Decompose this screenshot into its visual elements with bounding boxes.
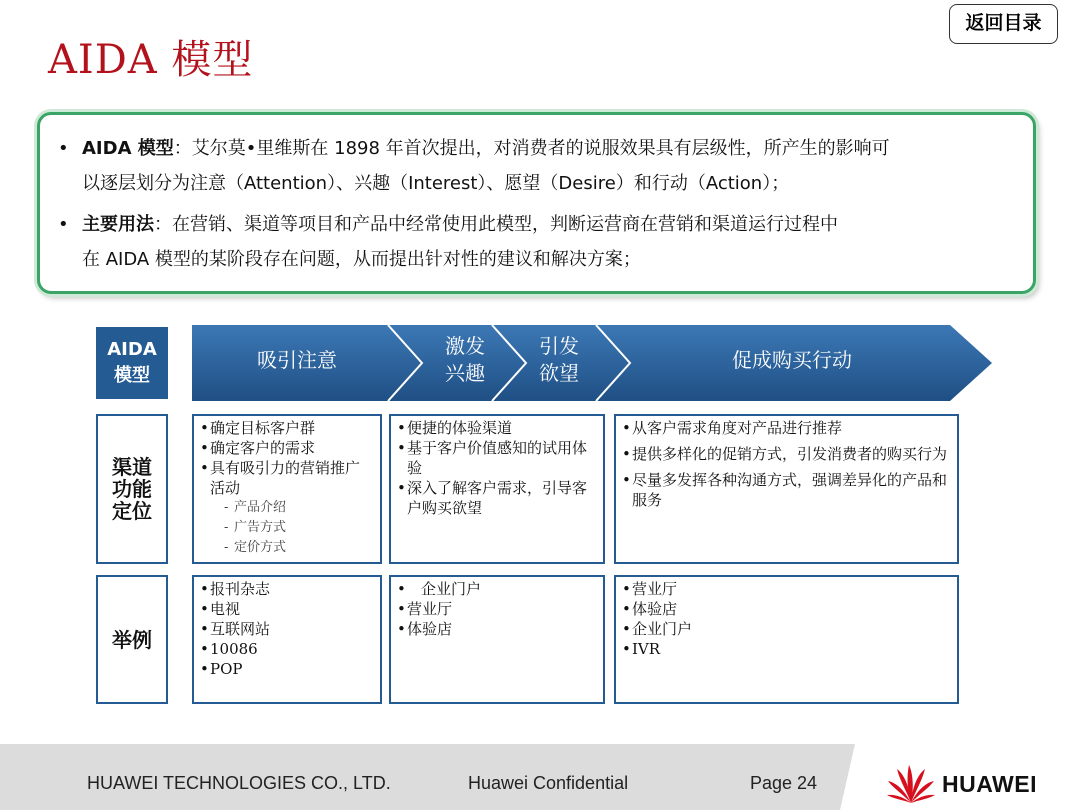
bullet-text: ：艾尔莫•里维斯在 1898 年首次提出，对消费者的说服效果具有层级性，所产生的影响可 [173,138,890,159]
list-item: • 具有吸引力的营销推广活动 [200,458,374,498]
row-header-channel-function [96,414,168,564]
bullet-text: ：在营销、渠道等项目和产品中经常使用此模型，判断运营商在营销和渠道运行过程中 [154,214,838,235]
bullet-label: 主要用法 [82,214,154,235]
list-item: • 营业厅 [397,599,597,619]
row-header-label: 举例 [112,627,152,652]
sub-list-item: - 产品介绍 [200,498,374,518]
row-header-line1: 渠道 [112,455,152,479]
row-header-line2: 功能 [112,477,152,501]
stage-attention: 吸引注意 [257,348,337,372]
aida-stage-band [192,325,992,401]
stage-interest-line1: 激发 [445,334,485,358]
list-item: • 10086 [200,639,374,659]
list-item: • 基于客户价值感知的试用体验 [397,438,597,478]
list-item: • 企业门户 [397,579,597,599]
list-item: • 确定目标客户群 [200,418,374,438]
list-item: • 营业厅 [622,579,951,599]
list-item: • POP [200,659,374,679]
back-to-contents-button[interactable]: 返回目录 [949,4,1058,44]
footer-company: HUAWEI TECHNOLOGIES CO., LTD. [87,773,391,793]
list-item: • 从客户需求角度对产品进行推荐 [622,418,951,438]
list-item: • 电视 [200,599,374,619]
model-header-line1: AIDA [107,339,157,360]
model-header-line2: 模型 [114,365,150,386]
list-item: • 体验店 [397,619,597,639]
stage-interest-line2: 兴趣 [445,361,485,385]
stage-desire [524,333,594,387]
stage-desire-line1: 引发 [539,334,579,358]
list-item: • 企业门户 [622,619,951,639]
intro-bullet-aida [58,131,1013,201]
intro-box [37,112,1036,294]
row-header-line3: 定位 [112,499,152,523]
list-item: • 尽量多发挥各种沟通方式，强调差异化的产品和服务 [622,470,951,510]
sub-list-item: - 定价方式 [200,538,374,558]
list-item: • 提供多样化的促销方式，引发消费者的购买行为 [622,444,951,464]
stage-desire-line2: 欲望 [539,361,579,385]
huawei-wordmark: HUAWEI [942,771,1037,797]
bullet-text-cont: 以逐层划分为注意（Attention）、兴趣（Interest）、愿望（Desire）和行动（Action）； [82,173,790,194]
function-cell-interest-desire [389,414,605,564]
list-item: • 互联网站 [200,619,374,639]
list-item: • 深入了解客户需求，引导客户购买欲望 [397,478,597,518]
example-cell-interest-desire [389,575,605,704]
aida-model-header [96,327,168,399]
function-cell-attention [192,414,382,564]
list-item: • 确定客户的需求 [200,438,374,458]
bullet-dot: • [58,214,69,235]
example-cell-attention [192,575,382,704]
function-cell-action [614,414,959,564]
bullet-text-cont: 在 AIDA 模型的某阶段存在问题，从而提出针对性的建议和解决方案； [82,249,641,270]
list-item: • 体验店 [622,599,951,619]
stage-action: 促成购买行动 [732,348,852,372]
row-header-example [96,575,168,704]
example-cell-action [614,575,959,704]
footer-page-number: Page 24 [750,773,818,793]
list-item: • IVR [622,639,951,659]
page-title: AIDA 模型 [48,37,254,83]
footer-confidential: Huawei Confidential [468,773,629,793]
intro-bullet-usage [58,207,1013,277]
bullet-dot: • [58,138,69,159]
list-item: • 报刊杂志 [200,579,374,599]
sub-list-item: - 广告方式 [200,518,374,538]
huawei-flower-icon [886,761,936,805]
list-item: • 便捷的体验渠道 [397,418,597,438]
bullet-label: AIDA 模型 [82,138,174,159]
stage-interest [430,333,500,387]
footer-bar [0,744,1080,810]
